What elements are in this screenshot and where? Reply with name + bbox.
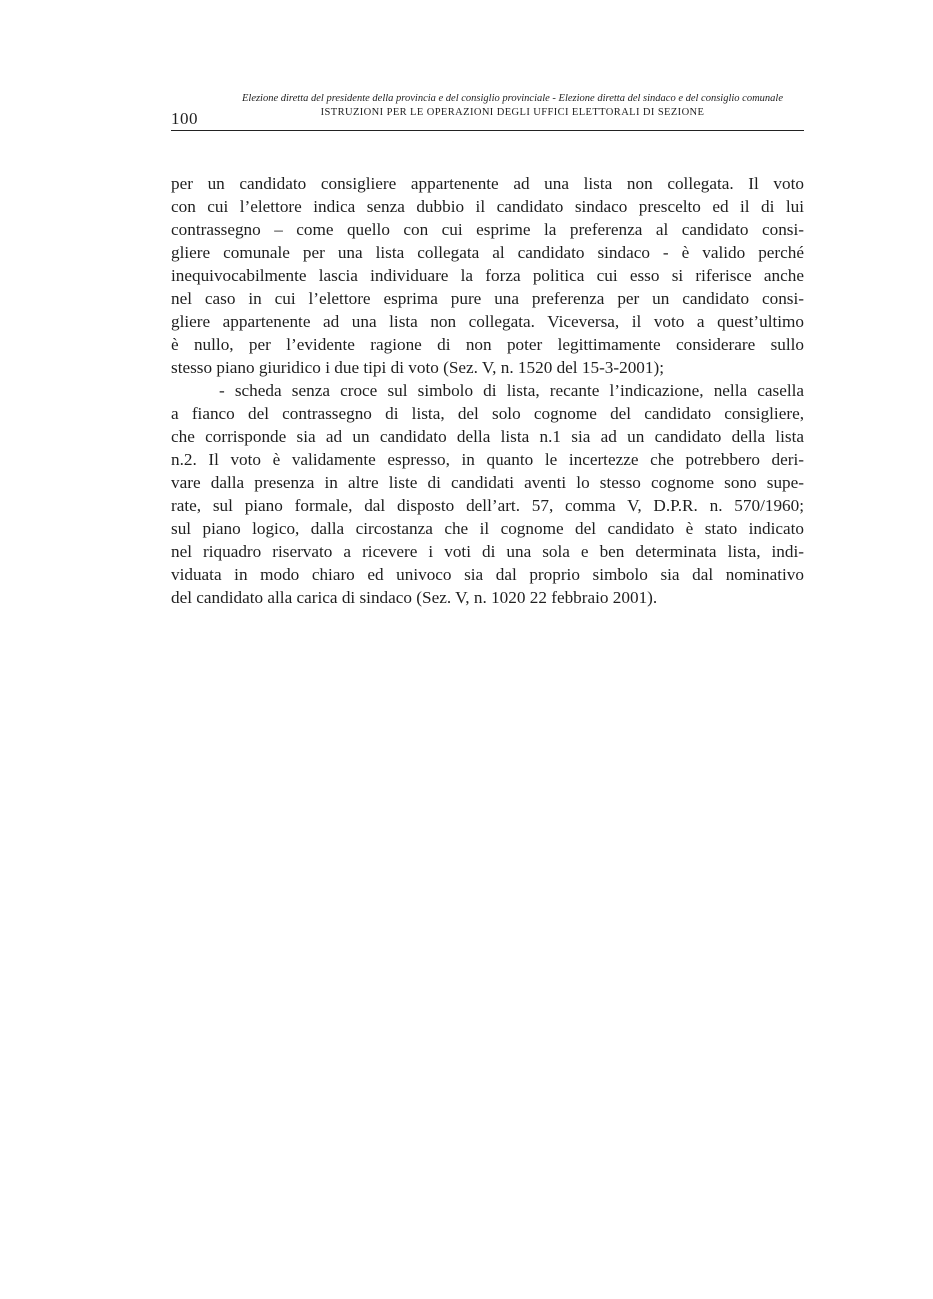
text-line: stesso piano giuridico i due tipi di voto (Sez. V, n. 1520 del 15-3-2001); [171,358,664,377]
text-line: nel riquadro riservato a ricevere i voti di una sola e ben determinata lista, indi- [171,542,804,561]
text-line: rate, sul piano formale, dal disposto dell’art. 57, comma V, D.P.R. n. 570/1960; [171,496,804,515]
running-header-subtitle: Elezione diretta del presidente della provincia e del consiglio provinciale - Elezione diretta del sindaco e del consiglio comunale [241,93,783,104]
text-line: vare dalla presenza in altre liste di candidati aventi lo stesso cognome sono supe- [171,473,804,492]
page-number: 100 [171,109,198,128]
running-header [221,92,804,120]
text-line: che corrisponde sia ad un candidato della lista n.1 sia ad un candidato della lista [171,427,804,446]
text-line: contrassegno – come quello con cui esprime la preferenza al candidato consi- [171,220,804,239]
text-line: del candidato alla carica di sindaco (Sez. V, n. 1020 22 febbraio 2001). [171,588,658,607]
text-line: a fianco del contrassegno di lista, del solo cognome del candidato consigliere, [171,404,804,423]
page-header [171,90,804,131]
paragraph-2 [171,379,804,609]
text-line: gliere comunale per una lista collegata al candidato sindaco - è valido perché [171,243,804,262]
text-line: è nullo, per l’evidente ragione di non poter legittimamente considerare sullo [171,335,804,354]
paragraph-1 [171,172,804,379]
text-line: n.2. Il voto è validamente espresso, in quanto le incertezze che potrebbero deri- [171,450,804,469]
text-line: nel caso in cui l’elettore esprima pure una preferenza per un candidato consi- [171,289,804,308]
running-header-title: ISTRUZIONI PER LE OPERAZIONI DEGLI UFFICI ELETTORALI DI SEZIONE [320,107,705,118]
text-line: viduata in modo chiaro ed univoco sia dal proprio simbolo sia dal nominativo [171,565,804,584]
text-line: per un candidato consigliere appartenente ad una lista non collegata. Il voto [171,174,804,193]
text-line: gliere appartenente ad una lista non collegata. Viceversa, il voto a quest’ultimo [171,312,804,331]
text-line: - scheda senza croce sul simbolo di lista, recante l’indicazione, nella casella [219,381,804,400]
text-line: con cui l’elettore indica senza dubbio il candidato sindaco prescelto ed il di lui [171,197,804,216]
text-line: inequivocabilmente lascia individuare la forza politica cui esso si riferisce anche [171,266,804,285]
text-line: sul piano logico, dalla circostanza che il cognome del candidato è stato indicato [171,519,804,538]
body-text [171,172,804,609]
